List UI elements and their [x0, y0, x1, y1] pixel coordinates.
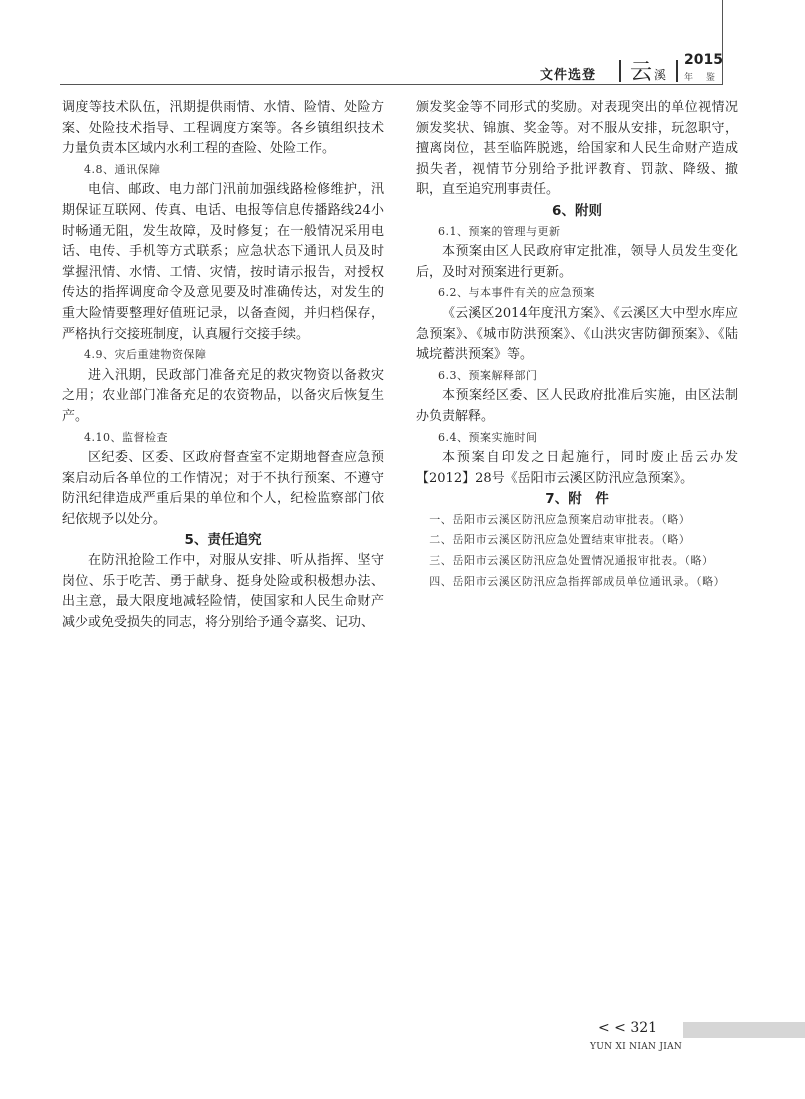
- subsection-heading: 4.9、灾后重建物资保障: [84, 348, 207, 362]
- subsection-heading: 6.2、与本事件有关的应急预案: [438, 286, 595, 300]
- attachment-item: 三、岳阳市云溪区防汛应急处置情况通报审批表。（略）: [429, 554, 714, 568]
- book-pinyin: YUN XI NIAN JIAN: [590, 1042, 683, 1052]
- paragraph: 本预案经区委、区人民政府批准后实施，由区法制办负责解释。: [416, 388, 738, 424]
- paragraph: 在防汛抢险工作中，对服从安排、听从指挥、坚守岗位、乐于吃苦、勇于献身、挺身处险或积极想办法、出主意，最大限度地减轻险情，使国家和人民生命财产减少或免受损失的同志，将分别给予通令嘉奖、记功、: [62, 553, 384, 630]
- book-title-char: 溪: [654, 68, 667, 82]
- attachment-item: 一、岳阳市云溪区防汛应急预案启动审批表。（略）: [429, 512, 691, 526]
- section-title: 文件选登: [540, 68, 597, 83]
- footer-bar: [683, 1022, 805, 1038]
- paragraph: 区纪委、区委、区政府督查室不定期地督查应急预案启动后各单位的工作情况；对于不执行预案、不遵守防汛纪律造成严重后果的单位和个人，纪检监察部门依纪依规予以处分。: [62, 450, 384, 527]
- header-vertical-rule: [722, 0, 723, 84]
- subsection-heading: 6.4、预案实施时间: [438, 430, 538, 444]
- left-text-column: [62, 98, 384, 633]
- paragraph: 颁发奖金等不同形式的奖励。对表现突出的单位视情况颁发奖状、锦旗、奖金等。对不服从安排，玩忽职守，擅离岗位，甚至临阵脱逃，给国家和人民生命财产造成损失者，视情节分别给予批评教育、罚款、降级、撤职，直至追究刑事责任。: [416, 100, 738, 198]
- subsection-heading: 4.10、监督检查: [84, 430, 168, 444]
- header-horizontal-rule: [60, 84, 723, 85]
- subsection-heading: 6.3、预案解释部门: [438, 368, 538, 382]
- book-title-char: 云: [630, 60, 653, 85]
- right-text-column: [416, 98, 738, 592]
- header-separator: [676, 60, 678, 82]
- section-heading: 7、附 件: [545, 491, 609, 508]
- paragraph: 本预案由区人民政府审定批准，领导人员发生变化后，及时对预案进行更新。: [416, 244, 738, 280]
- yearbook-year: 2015: [684, 52, 723, 68]
- header-separator: [619, 60, 621, 82]
- paragraph: 进入汛期，民政部门准备充足的救灾物资以备救灾之用；农业部门准备充足的农资物品，以备灾后恢复生产。: [62, 367, 384, 424]
- subsection-heading: 6.1、预案的管理与更新: [438, 224, 561, 238]
- attachment-item: 二、岳阳市云溪区防汛应急处置结束审批表。（略）: [429, 533, 691, 547]
- paragraph: 电信、邮政、电力部门汛前加强线路检修维护，汛期保证互联网、传真、电话、电报等信息传播路线24小时畅通无阻，发生故障，及时修复；在一般情况采用电话、电传、手机等方式联系；应急状态下通讯人员及时掌握汛情、水情、工情、灾情，按时请示报告，对授权传达的指挥调度命令及意见要及时准确传达，对发生的重大险情要整理好值班记录，以备查阅，并归档保存，严格执行交接班制度，认真履行交接手续。: [62, 182, 384, 342]
- section-heading: 6、附则: [552, 202, 602, 219]
- section-heading: 5、责任追究: [184, 532, 262, 549]
- yearbook-label: 年 鉴: [684, 73, 720, 83]
- paragraph: 本预案自印发之日起施行，同时废止岳云办发【2012】28号《岳阳市云溪区防汛应急预案》。: [416, 450, 738, 486]
- paragraph: 《云溪区2014年度汛方案》、《云溪区大中型水库应急预案》、《城市防洪预案》、《山洪灾害防御预案》、《陆城垸蓄洪预案》等。: [416, 305, 738, 363]
- subsection-heading: 4.8、通讯保障: [84, 162, 161, 176]
- attachment-item: 四、岳阳市云溪区防汛应急指挥部成员单位通讯录。（略）: [429, 574, 726, 588]
- page-number: < < 321: [598, 1020, 658, 1036]
- paragraph: 调度等技术队伍，汛期提供雨情、水情、险情、处险方案、处险技术指导、工程调度方案等。各乡镇组织技术力量负责本区域内水利工程的查险、处险工作。: [62, 100, 384, 157]
